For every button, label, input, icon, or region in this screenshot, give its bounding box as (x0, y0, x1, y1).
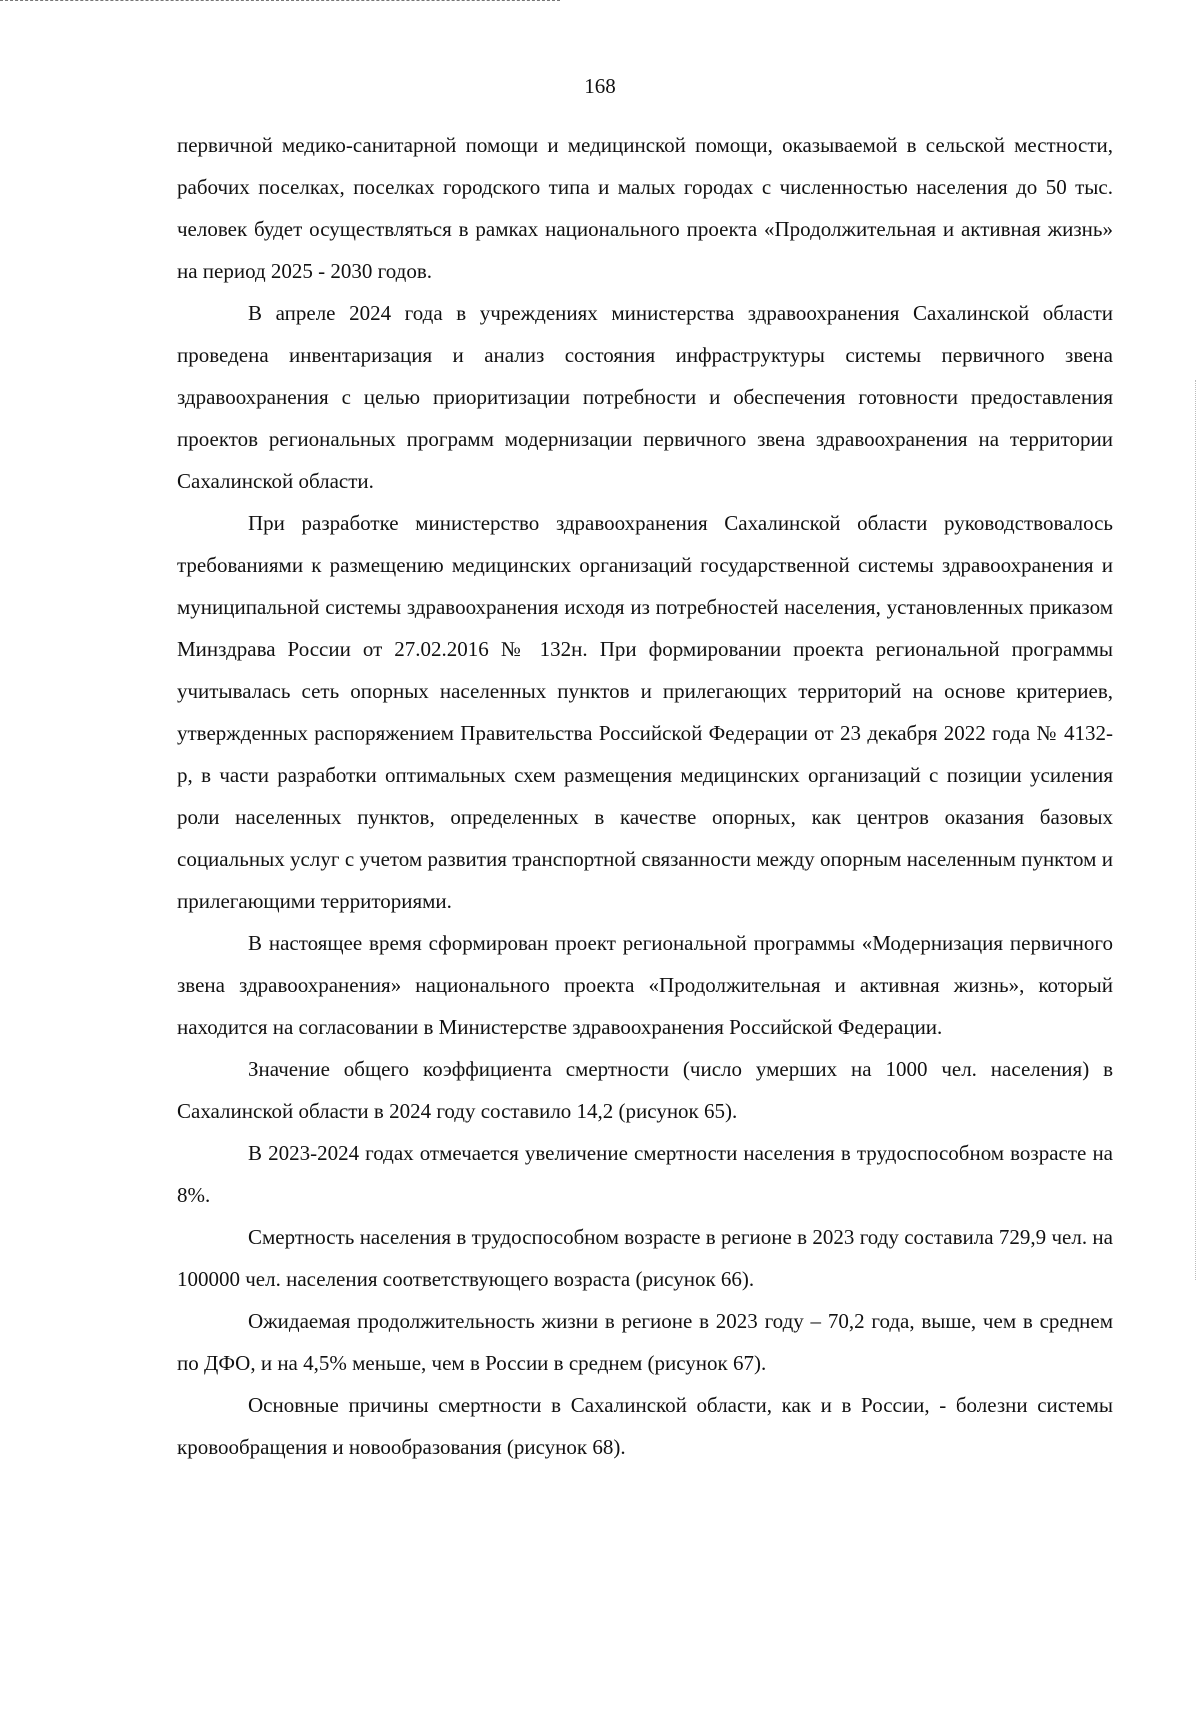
paragraph-causes-of-death: Основные причины смертности в Сахалинской области, как и в России, - болезни системы кровообращения и новообразования (рисунок 68). (177, 1393, 1113, 1459)
page-number: 168 (584, 74, 616, 98)
paragraph-continuation: первичной медико-санитарной помощи и медицинской помощи, оказываемой в сельской местности, рабочих поселках, поселках городского типа и малых городах с численностью населения до 50 тыс. человек будет осуществляться в рамках национального проекта «Продолжительная и активная жизнь» на период 2025 - 2030 годов. (177, 133, 1113, 283)
paragraph-working-age-increase: В 2023-2024 годах отмечается увеличение смертности населения в трудоспособном возрасте на 8%. (177, 1141, 1113, 1207)
paragraph-mortality-rate: Значение общего коэффициента смертности (число умерших на 1000 чел. населения) в Сахалинской области в 2024 году составило 14,2 (рисунок 65). (177, 1057, 1113, 1123)
scan-edge-top (0, 0, 560, 1)
body-text (177, 124, 1113, 1468)
paragraph-inventory: В апреле 2024 года в учреждениях министерства здравоохранения Сахалинской области проведена инвентаризация и анализ состояния инфраструктуры системы первичного звена здравоохранения с целью приоритизации потребности и обеспечения готовности предоставления проектов региональных программ модернизации первичного звена здравоохранения на территории Сахалинской области. (177, 301, 1113, 493)
scan-edge-right (1195, 380, 1196, 1280)
paragraph-development: При разработке министерство здравоохранения Сахалинской области руководствовалось требованиями к размещению медицинских организаций государственной системы здравоохранения и муниципальной системы здравоохранения исходя из потребностей населения, установленных приказом Минздрава России от 27.02.2016 № 132н. При формировании проекта региональной программы учитывалась сеть опорных населенных пунктов и прилегающих территорий на основе критериев, утвержденных распоряжением Правительства Российской Федерации от 23 декабря 2022 года № 4132-р, в части разработки оптимальных схем размещения медицинских организаций с позиции усиления роли населенных пунктов, определенных в качестве опорных, как центров оказания базовых социальных услуг с учетом развития транспортной связанности между опорным населенным пунктом и прилегающими территориями. (177, 511, 1113, 913)
paragraph-regional-program: В настоящее время сформирован проект региональной программы «Модернизация первичного звена здравоохранения» национального проекта «Продолжительная и активная жизнь», который находится на согласовании в Министерстве здравоохранения Российской Федерации. (177, 931, 1113, 1039)
paragraph-life-expectancy: Ожидаемая продолжительность жизни в регионе в 2023 году – 70,2 года, выше, чем в среднем по ДФО, и на 4,5% меньше, чем в России в среднем (рисунок 67). (177, 1309, 1113, 1375)
paragraph-working-age-mortality: Смертность населения в трудоспособном возрасте в регионе в 2023 году составила 729,9 чел. на 100000 чел. населения соответствующего возраста (рисунок 66). (177, 1225, 1113, 1291)
